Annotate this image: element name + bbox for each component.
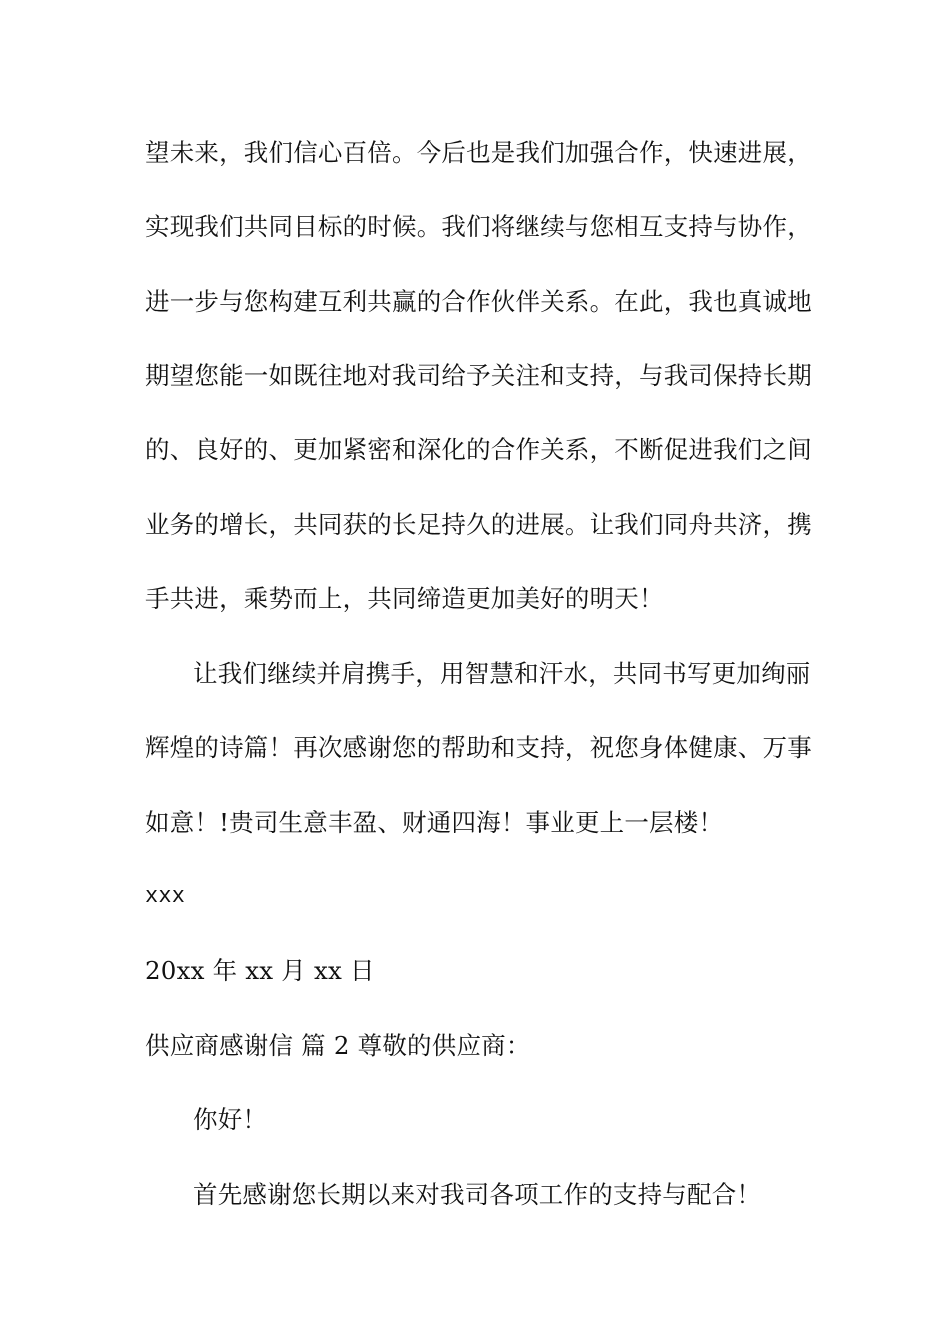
paragraph-line: 如意！!贵司生意丰盈、财通四海！事业更上一层楼！: [145, 808, 724, 837]
paragraph-line: 手共进，乘势而上，共同缔造更加美好的明天！: [145, 584, 664, 613]
paragraph-line: 辉煌的诗篇！再次感谢您的帮助和支持，祝您身体健康、万事: [145, 733, 812, 762]
paragraph-line: 期望您能一如既往地对我司给予关注和支持，与我司保持长期: [145, 361, 812, 390]
letter-date: 20xx 年 xx 月 xx 日: [145, 956, 375, 985]
paragraph-line: 进一步与您构建互利共赢的合作伙伴关系。在此，我也真诚地: [145, 287, 812, 316]
paragraph-line: 实现我们共同目标的时候。我们将继续与您相互支持与协作，: [145, 212, 812, 241]
paragraph-line: 的、良好的、更加紧密和深化的合作关系，不断促进我们之间: [145, 435, 812, 464]
paragraph-line: 业务的增长，共同获的长足持久的进展。让我们同舟共济，携: [145, 510, 812, 539]
greeting: 你好！: [193, 1105, 268, 1134]
opening-line: 首先感谢您长期以来对我司各项工作的支持与配合！: [193, 1180, 762, 1209]
paragraph-line: 让我们继续并肩携手，用智慧和汗水，共同书写更加绚丽: [193, 659, 811, 688]
section-heading: 供应商感谢信 篇 2 尊敬的供应商：: [145, 1031, 531, 1060]
paragraph-line: 望未来，我们信心百倍。今后也是我们加强合作，快速进展，: [145, 138, 812, 167]
signature: xxx: [145, 884, 186, 909]
